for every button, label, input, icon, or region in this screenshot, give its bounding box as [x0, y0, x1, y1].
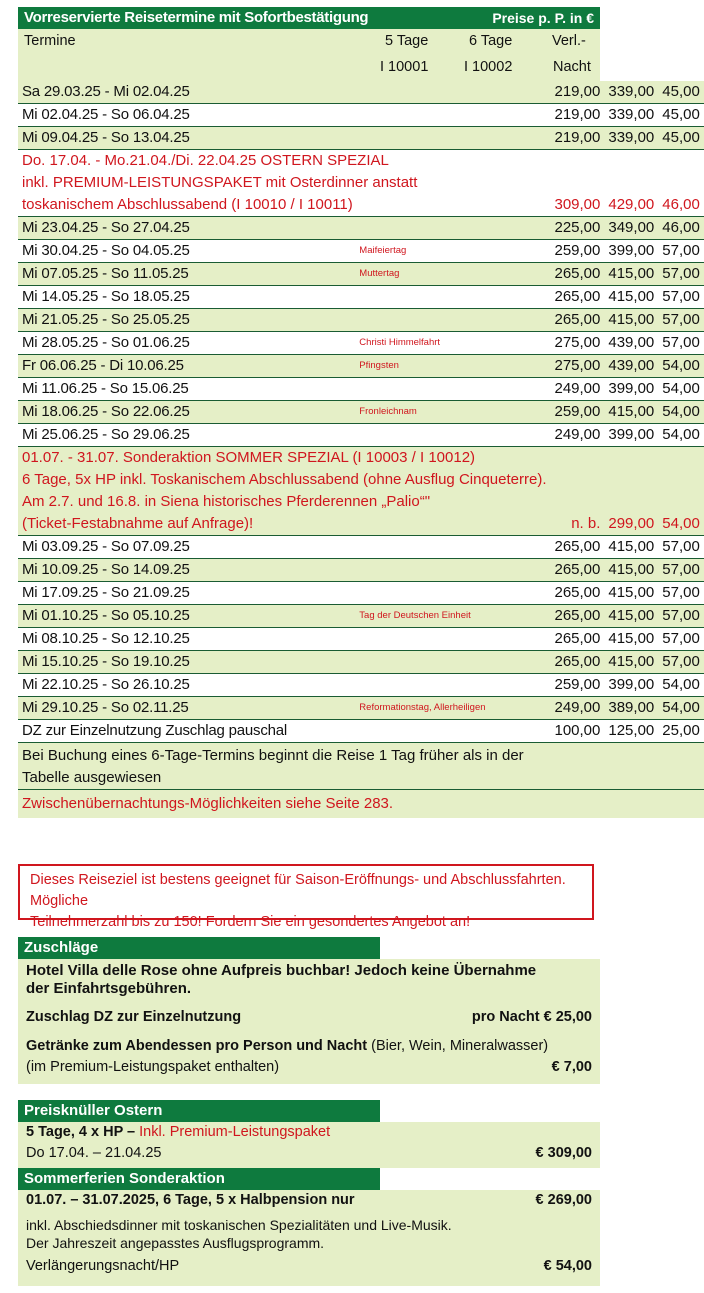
price-verl: 57,00	[658, 559, 704, 582]
ostern-premium: Inkl. Premium-Leistungspaket	[135, 1124, 331, 1140]
dz-label: Zuschlag DZ zur Einzelnutzung	[26, 1009, 242, 1025]
price-5-tage: 100,00	[550, 720, 604, 743]
table-row	[18, 401, 704, 424]
row-date: Mi 22.10.25 - So 26.10.25	[18, 674, 355, 697]
price-verl: 57,00	[658, 536, 704, 559]
col-code2: I 10002	[464, 59, 513, 75]
row-date: Mi 17.09.25 - So 21.09.25	[18, 582, 355, 605]
price-5-tage: 219,00	[550, 104, 604, 127]
row-date: Mi 14.05.25 - So 18.05.25	[18, 286, 355, 309]
table-row	[18, 332, 704, 355]
row-date: Sa 29.03.25 - Mi 02.04.25	[18, 81, 355, 104]
price-6-tage: 415,00	[604, 263, 658, 286]
row-holiday: Muttertag	[355, 263, 550, 286]
price-5-tage: 265,00	[550, 559, 604, 582]
note6-line2: Tabelle ausgewiesen	[22, 769, 162, 786]
table-header-bar	[18, 7, 600, 29]
table-row	[18, 286, 704, 309]
zuschlaege-section	[18, 959, 600, 1084]
table-row	[18, 674, 704, 697]
col-verl: Verl.-	[552, 33, 586, 49]
ostern-days: 5 Tage, 4 x HP –	[26, 1124, 136, 1140]
row-holiday: Maifeiertag	[355, 240, 550, 263]
sommer-header: Sommerferien Sonderaktion	[18, 1168, 380, 1190]
note6-line1: Bei Buchung eines 6-Tage-Termins beginnt die Reise 1 Tag früher als in der	[22, 747, 524, 764]
price-6-tage: 339,00	[604, 81, 658, 104]
price-verl: 54,00	[658, 355, 704, 378]
row-holiday	[355, 674, 550, 697]
price-5-tage: 259,00	[550, 240, 604, 263]
row-date: Mi 30.04.25 - So 04.05.25	[18, 240, 355, 263]
row-date: Mi 09.04.25 - So 13.04.25	[18, 127, 355, 150]
price-5-tage: 249,00	[550, 424, 604, 447]
easter-price-6	[604, 150, 658, 217]
row-holiday: Reformationstag, Allerheiligen	[355, 697, 550, 720]
easter-line1: Do. 17.04. - Mo.21.04./Di. 22.04.25 OSTERN SPEZIAL	[22, 152, 389, 169]
table-row	[18, 628, 704, 651]
price-verl: 57,00	[658, 263, 704, 286]
note6-cell	[18, 743, 704, 790]
price-6-tage: 339,00	[604, 104, 658, 127]
price-5-tage: 265,00	[550, 536, 604, 559]
row-date: Mi 01.10.25 - So 05.10.25	[18, 605, 355, 628]
zwischen-row	[18, 790, 704, 819]
summer-price-6-value: 299,00	[608, 515, 655, 532]
table-row	[18, 263, 704, 286]
price-5-tage: 265,00	[550, 286, 604, 309]
easter-row	[18, 150, 704, 217]
summer-line2: 6 Tage, 5x HP inkl. Toskanischem Abschlussabend (ohne Ausflug Cinqueterre).	[22, 471, 547, 488]
summer-price-verl-value: 54,00	[662, 515, 700, 532]
price-5-tage: 225,00	[550, 217, 604, 240]
price-6-tage: 399,00	[604, 674, 658, 697]
price-6-tage: 399,00	[604, 378, 658, 401]
sommer-line4: Verlängerungsnacht/HP	[26, 1258, 180, 1274]
villa-line2: der Einfahrtsgebühren.	[26, 980, 192, 997]
table-row	[18, 309, 704, 332]
row-holiday	[355, 104, 550, 127]
villa-line1: Hotel Villa delle Rose ohne Aufpreis buchbar! Jedoch keine Übernahme	[26, 962, 537, 979]
sommer-section	[18, 1190, 600, 1286]
price-verl: 57,00	[658, 286, 704, 309]
drinks-paren: (Bier, Wein, Mineralwasser)	[371, 1038, 549, 1054]
sommer-price1: € 269,00	[535, 1192, 592, 1208]
easter-price-6-value: 429,00	[608, 196, 655, 213]
price-6-tage: 415,00	[604, 559, 658, 582]
table-row	[18, 697, 704, 720]
col-nacht: Nacht	[553, 59, 591, 75]
row-holiday	[355, 378, 550, 401]
row-holiday	[355, 628, 550, 651]
price-verl: 25,00	[658, 720, 704, 743]
sommer-line2: inkl. Abschiedsdinner mit toskanischen Spezialitäten und Live-Musik.	[26, 1217, 452, 1233]
price-verl: 57,00	[658, 582, 704, 605]
row-date: Fr 06.06.25 - Di 10.06.25	[18, 355, 355, 378]
table-row	[18, 378, 704, 401]
zwischen-note: Zwischenübernachtungs-Möglichkeiten siehe Seite 283.	[18, 790, 704, 819]
ostern-header: Preisknüller Ostern	[18, 1100, 380, 1122]
price-verl: 54,00	[658, 378, 704, 401]
ostern-dates: Do 17.04. – 21.04.25	[26, 1145, 162, 1161]
row-holiday	[355, 81, 550, 104]
price-5-tage: 259,00	[550, 401, 604, 424]
easter-price-5	[550, 150, 604, 217]
price-verl: 57,00	[658, 309, 704, 332]
price-6-tage: 415,00	[604, 401, 658, 424]
dz-price: pro Nacht € 25,00	[471, 1009, 592, 1025]
price-verl: 57,00	[658, 332, 704, 355]
ostern-price: € 309,00	[535, 1145, 592, 1161]
price-verl: 57,00	[658, 605, 704, 628]
drinks-note: (im Premium-Leistungspaket enthalten)	[26, 1059, 280, 1075]
summer-line1: 01.07. - 31.07. Sonderaktion SOMMER SPEZIAL (I 10003 / I 10012)	[22, 449, 476, 466]
row-date: Mi 11.06.25 - So 15.06.25	[18, 378, 355, 401]
row-holiday	[355, 217, 550, 240]
price-note: Preise p. P. in €	[492, 10, 594, 26]
info-box	[18, 864, 594, 930]
summer-text	[18, 447, 550, 536]
row-date: Mi 29.10.25 - So 02.11.25	[18, 697, 355, 720]
table-row	[18, 424, 704, 447]
easter-line3: toskanischem Abschlussabend (I 10010 / I 10011)	[22, 196, 353, 213]
row-holiday	[355, 559, 550, 582]
price-5-tage: 219,00	[550, 127, 604, 150]
price-verl: 54,00	[658, 697, 704, 720]
column-headers	[18, 29, 600, 81]
price-5-tage: 249,00	[550, 697, 604, 720]
col-5-tage: 5 Tage	[385, 33, 429, 49]
row-date: Mi 07.05.25 - So 11.05.25	[18, 263, 355, 286]
price-verl: 57,00	[658, 628, 704, 651]
row-date: Mi 15.10.25 - So 19.10.25	[18, 651, 355, 674]
price-6-tage: 339,00	[604, 127, 658, 150]
row-holiday	[355, 309, 550, 332]
row-holiday	[355, 127, 550, 150]
price-verl: 54,00	[658, 424, 704, 447]
table-row	[18, 651, 704, 674]
price-verl: 45,00	[658, 81, 704, 104]
price-5-tage: 275,00	[550, 355, 604, 378]
table-row	[18, 81, 704, 104]
price-6-tage: 415,00	[604, 628, 658, 651]
row-holiday	[355, 536, 550, 559]
row-date: Mi 28.05.25 - So 01.06.25	[18, 332, 355, 355]
price-5-tage: 265,00	[550, 582, 604, 605]
sommer-price2: € 54,00	[543, 1258, 592, 1274]
col-code1: I 10001	[380, 59, 429, 75]
easter-text	[18, 150, 550, 217]
price-verl: 54,00	[658, 674, 704, 697]
row-holiday: Fronleichnam	[355, 401, 550, 424]
sommer-line1: 01.07. – 31.07.2025, 6 Tage, 5 x Halbpension nur	[26, 1192, 355, 1208]
summer-line3: Am 2.7. und 16.8. in Siena historisches Pferderennen „Palio“"	[22, 493, 431, 510]
note6-row	[18, 743, 704, 790]
price-6-tage: 415,00	[604, 536, 658, 559]
info-line1: Dieses Reiseziel ist bestens geeignet für Saison-Eröffnungs- und Abschlussfahrten. Mögliche	[30, 872, 566, 909]
price-6-tage: 415,00	[604, 605, 658, 628]
row-holiday	[355, 582, 550, 605]
price-verl: 54,00	[658, 401, 704, 424]
price-verl: 45,00	[658, 127, 704, 150]
price-5-tage: 265,00	[550, 309, 604, 332]
row-holiday: Christi Himmelfahrt	[355, 332, 550, 355]
row-holiday: Tag der Deutschen Einheit	[355, 605, 550, 628]
table-row	[18, 104, 704, 127]
row-date: Mi 18.06.25 - So 22.06.25	[18, 401, 355, 424]
dates-table	[18, 81, 704, 818]
price-6-tage: 415,00	[604, 309, 658, 332]
price-5-tage: 275,00	[550, 332, 604, 355]
price-6-tage: 399,00	[604, 240, 658, 263]
col-termine: Termine	[24, 33, 76, 49]
table-title: Vorreservierte Reisetermine mit Sofortbestätigung	[24, 9, 369, 26]
table-row	[18, 240, 704, 263]
price-6-tage: 439,00	[604, 355, 658, 378]
price-6-tage: 439,00	[604, 332, 658, 355]
summer-price-verl	[658, 447, 704, 536]
summer-line4: (Ticket-Festabnahme auf Anfrage)!	[22, 515, 254, 532]
table-row	[18, 127, 704, 150]
col-6-tage: 6 Tage	[469, 33, 513, 49]
price-5-tage: 219,00	[550, 81, 604, 104]
table-row	[18, 559, 704, 582]
price-6-tage: 415,00	[604, 286, 658, 309]
row-date: Mi 08.10.25 - So 12.10.25	[18, 628, 355, 651]
summer-price-6	[604, 447, 658, 536]
row-holiday	[355, 651, 550, 674]
table-row	[18, 720, 704, 743]
row-date: Mi 23.04.25 - So 27.04.25	[18, 217, 355, 240]
price-5-tage: 259,00	[550, 674, 604, 697]
row-date: DZ zur Einzelnutzung Zuschlag pauschal	[18, 720, 355, 743]
drinks-label: Getränke zum Abendessen pro Person und Nacht	[26, 1038, 368, 1054]
sommer-line3: Der Jahreszeit angepasstes Ausflugsprogramm.	[26, 1235, 325, 1251]
row-date: Mi 02.04.25 - So 06.04.25	[18, 104, 355, 127]
ostern-section	[18, 1122, 600, 1168]
table-row	[18, 605, 704, 628]
row-holiday	[355, 286, 550, 309]
row-holiday: Pfingsten	[355, 355, 550, 378]
price-6-tage: 389,00	[604, 697, 658, 720]
price-6-tage: 415,00	[604, 582, 658, 605]
zuschlaege-header: Zuschläge	[18, 937, 380, 959]
price-verl: 57,00	[658, 651, 704, 674]
row-date: Mi 21.05.25 - So 25.05.25	[18, 309, 355, 332]
price-verl: 45,00	[658, 104, 704, 127]
price-6-tage: 125,00	[604, 720, 658, 743]
summer-price-5	[550, 447, 604, 536]
price-6-tage: 399,00	[604, 424, 658, 447]
price-verl: 57,00	[658, 240, 704, 263]
price-5-tage: 249,00	[550, 378, 604, 401]
summer-row	[18, 447, 704, 536]
easter-price-verl-value: 46,00	[662, 196, 700, 213]
price-5-tage: 265,00	[550, 628, 604, 651]
price-5-tage: 265,00	[550, 605, 604, 628]
table-row	[18, 582, 704, 605]
price-verl: 46,00	[658, 217, 704, 240]
easter-price-verl	[658, 150, 704, 217]
table-row	[18, 355, 704, 378]
row-date: Mi 10.09.25 - So 14.09.25	[18, 559, 355, 582]
easter-price-5-value: 309,00	[554, 196, 601, 213]
price-6-tage: 349,00	[604, 217, 658, 240]
row-date: Mi 25.06.25 - So 29.06.25	[18, 424, 355, 447]
table-row	[18, 536, 704, 559]
table-row	[18, 217, 704, 240]
row-date: Mi 03.09.25 - So 07.09.25	[18, 536, 355, 559]
easter-line2: inkl. PREMIUM-LEISTUNGSPAKET mit Osterdinner anstatt	[22, 174, 418, 191]
row-holiday	[355, 720, 550, 743]
price-5-tage: 265,00	[550, 263, 604, 286]
price-6-tage: 415,00	[604, 651, 658, 674]
summer-price-5-value: n. b.	[571, 515, 601, 532]
row-holiday	[355, 424, 550, 447]
price-5-tage: 265,00	[550, 651, 604, 674]
drinks-price: € 7,00	[551, 1059, 592, 1075]
info-line2: Teilnehmerzahl bis zu 150! Fordern Sie ein gesondertes Angebot an!	[30, 914, 471, 930]
